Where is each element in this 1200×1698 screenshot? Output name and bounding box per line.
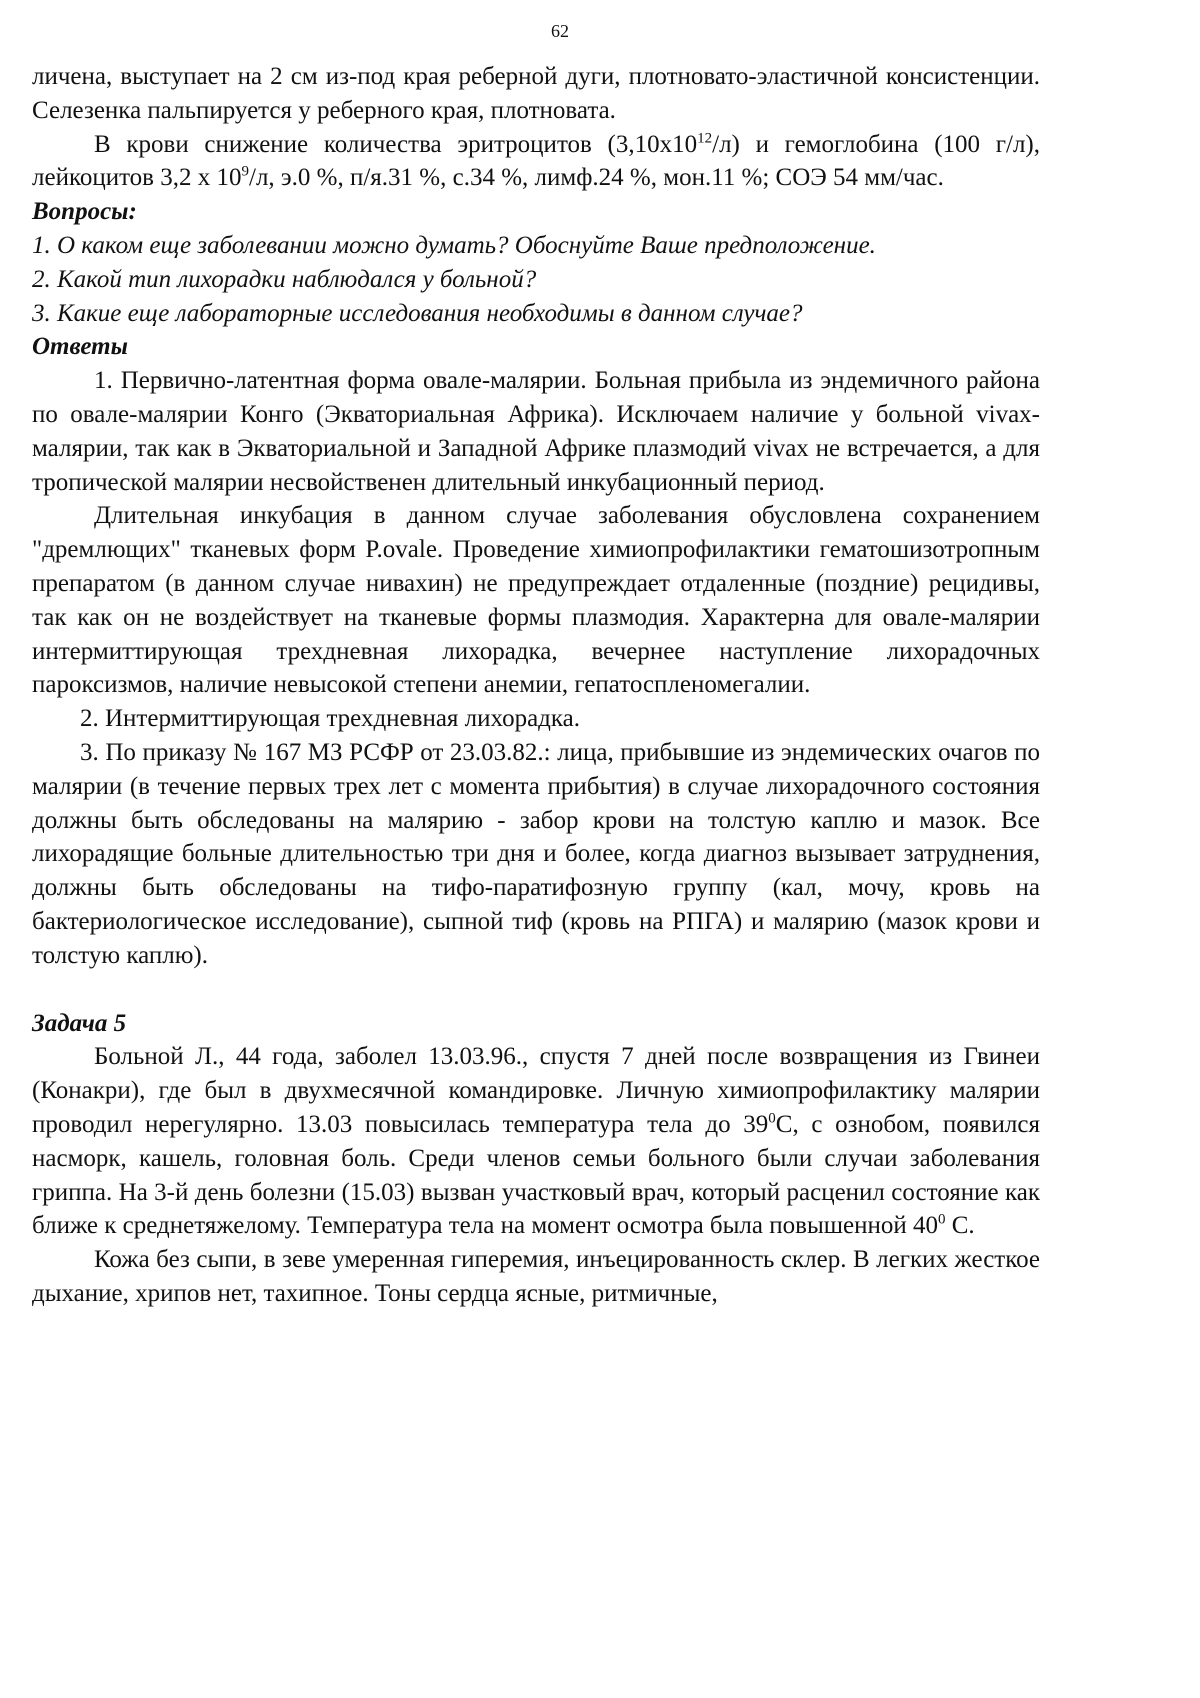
task-5-heading: Задача 5 <box>32 1009 127 1037</box>
degree-superscript-2: 0 <box>937 1211 946 1228</box>
answer-1-continued: Длительная инкубация в данном случае заболевания обусловлена сохранением "дремлющих" тканевых форм P.ovale. Проведение химиопрофилактики гематошизотропным препаратом (в данном случае нивахин) не предупреждает отдаленные (поздние) рецидивы, так как он не воздействует на тканевые формы плазмодия. Характерна для овале-малярии интермиттирующая трехдневная лихорадка, вечернее наступление лихорадочных пароксизмов, наличие невысокой степени анемии, гепатоспленомегалии. <box>32 502 1040 699</box>
task-5-paragraph-1 <box>32 1040 1040 1243</box>
answer-3: 3. По приказу № 167 МЗ РСФР от 23.03.82.: лица, прибывшие из эндемических очагов по малярии (в течение первых трех лет с момента прибытия) в случае лихорадочного состояния должны быть обследованы на малярию - забор крови на толстую каплю и мазок. Все лихорадящие больные длительностью три дня и более, когда диагноз вызывает затруднения, должны быть обследованы на тифо-паратифозную группу (кал, мочу, кровь на бактериологическое исследование), сыпной тиф (кровь на РПГА) и малярию (мазок крови и толстую каплю). <box>32 738 1040 969</box>
question-1: 1. О каком еще заболевании можно думать? Обоснуйте Ваше предположение. <box>32 231 876 259</box>
question-3: 3. Какие еще лабораторные исследования необходимы в данном случае? <box>32 299 803 327</box>
answers-heading: Ответы <box>32 333 128 361</box>
task-5-text-mid: С, с ознобом, появился насморк, кашель, головная боль. Среди членов семьи больного были случаи заболевания гриппа. На 3-й день болезни (15.03) вызван участковый врач, который расценил состояние как ближе к среднетяжелому. Температура тела на момент осмотра была повышенной 40 <box>32 1110 1040 1240</box>
erythrocyte-exponent: 12 <box>697 130 713 147</box>
intro-paragraph: личена, выступает на 2 см из-под края реберной дуги, плотновато-эластичной консистенции. Селезенка пальпируется у реберного края, плотновата. <box>32 63 1040 124</box>
blood-test-text-end: /л, э.0 %, п/я.31 %, с.34 %, лимф.24 %, мон.11 %; СОЭ 54 мм/час. <box>249 164 944 192</box>
questions-heading: Вопросы: <box>32 198 137 226</box>
degree-superscript-1: 0 <box>768 1110 776 1127</box>
blood-test-text-start: В крови снижение количества эритроцитов (3,10х10 <box>94 130 698 158</box>
task-5-text-start: Больной Л., 44 года, заболел 13.03.96., спустя 7 дней после возвращения из Гвинеи (Конакри), где был в двухмесячной командировке. Личную химиопрофилактику малярии проводил нерегулярно. 13.03 повысилась температура тела до 39 <box>32 1043 1040 1138</box>
blood-test-text-mid: /л) и гемоглобина (100 г/л), лейкоцитов 3,2 х 10 <box>32 130 1041 192</box>
answer-1: 1. Первично-латентная форма овале-малярии. Больная прибыла из эндемичного района по овале-малярии Конго (Экваториальная Африка). Исключаем наличие у больной vivax-малярии, так как в Экваториальной и Западной Африке плазмодий vivax не встречается, а для тропической малярии несвойственен длительный инкубационный период. <box>32 367 1040 496</box>
answer-2: 2. Интермиттирующая трехдневная лихорадка. <box>80 705 580 733</box>
question-2: 2. Какой тип лихорадки наблюдался у больной? <box>32 265 537 293</box>
document-page <box>32 18 1040 1311</box>
leukocyte-exponent: 9 <box>241 164 249 181</box>
task-5-paragraph-2: Кожа без сыпи, в зеве умеренная гиперемия, инъецированность склер. В легких жесткое дыхание, хрипов нет, тахипное. Тоны сердца ясные, ритмичные, <box>32 1246 1040 1307</box>
blood-test-paragraph <box>32 128 1040 196</box>
task-5-text-end: С. <box>945 1212 975 1240</box>
section-gap <box>32 973 1040 1007</box>
page-number: 62 <box>551 21 569 41</box>
